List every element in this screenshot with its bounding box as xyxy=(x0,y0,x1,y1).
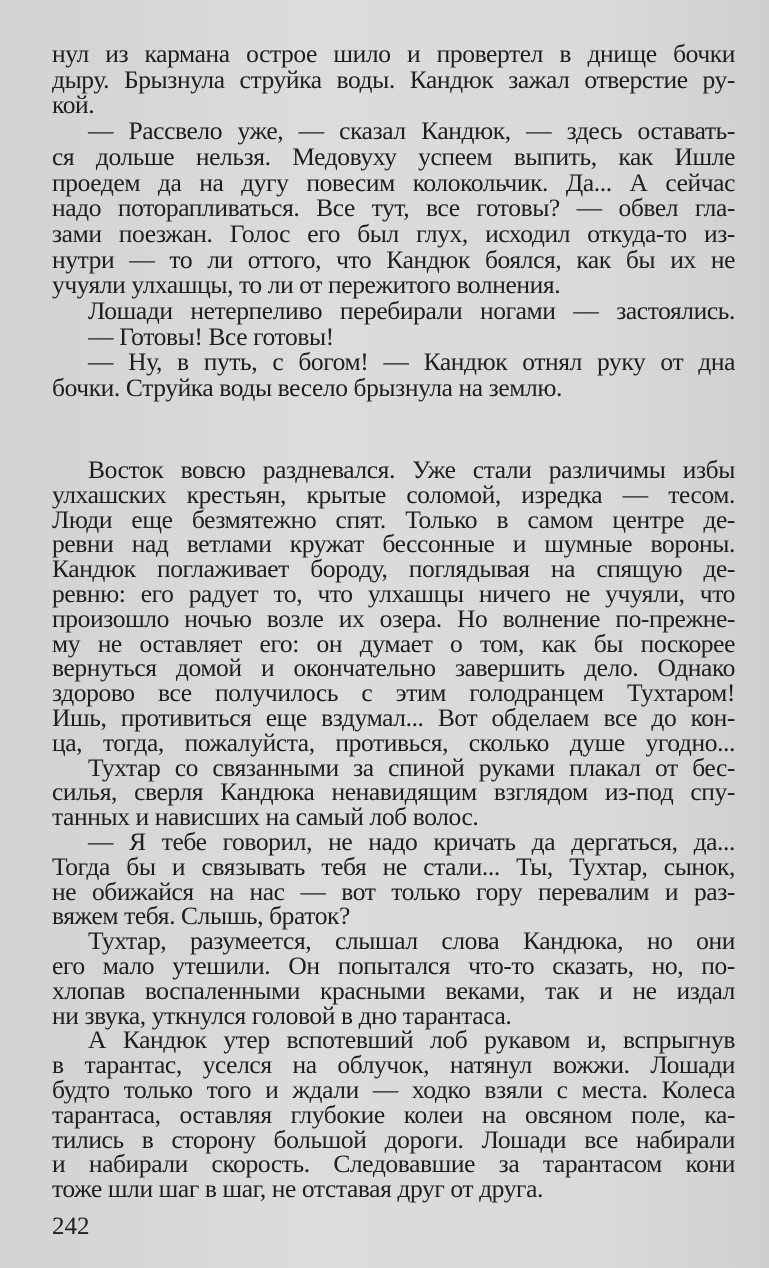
text-line: ревню: его радует то, что улхашцы ничего не учуяли, что xyxy=(52,579,735,608)
text-line: вяжем тебя. Слышь, браток? xyxy=(52,901,350,931)
text-line: — Ну, в путь, с богом! — Кандюк отнял руку от дна xyxy=(88,347,735,377)
text-line: надо поторапливаться. Все тут, все готовы? — обвел гла- xyxy=(52,193,735,223)
text-line: зами поезжан. Голос его был глух, исходил откуда-то из- xyxy=(52,218,735,248)
text-line: ни звука, уткнулся головой в дно тарантаса. xyxy=(52,1000,512,1030)
text-line: тоже шли шаг в шаг, не отставая друг от друга. xyxy=(52,1174,543,1204)
text-line: проедем да на дугу повесим колокольчик. Да... А сейчас xyxy=(52,167,735,197)
text-line: нутри — то ли оттого, что Кандюк боялся, как бы их не xyxy=(52,244,735,274)
text-line: Кандюк поглаживает бороду, поглядывая на спящую де- xyxy=(52,554,735,584)
text-line: учуяли улхашцы, то ли от пережитого волнения. xyxy=(52,270,561,300)
text-line: ца, тогда, пожалуйста, противься, сколько душе угодно... xyxy=(52,727,735,757)
text-line: тарантаса, оставляя глубокие колеи на овсяном поле, ка- xyxy=(52,1099,735,1129)
text-line: кой. xyxy=(52,90,95,120)
text-line: и набирали скорость. Следовавшие за тарантасом кони xyxy=(52,1149,735,1179)
text-line: здорово все получилось с этим голодранцем Тухтаром! xyxy=(52,678,735,708)
text-line: тились в сторону большой дороги. Лошади все набирали xyxy=(52,1124,735,1154)
text-line: нул из кармана острое шило и провертел в днище бочки xyxy=(52,39,735,68)
text-line: Лошади нетерпеливо перебирали ногами — застоялись. xyxy=(88,296,735,325)
text-line: ревни над ветлами кружат бессонные и шумные вороны. xyxy=(52,529,735,559)
text-line: произошло ночью возле их озера. Но волнение по-прежне- xyxy=(52,603,735,633)
text-line: — Рассвело уже, — сказал Кандюк, — здесь оставать- xyxy=(88,116,735,146)
text-line: его мало утешили. Он попытался что-то сказать, но, по- xyxy=(52,951,735,980)
text-line: хлопав воспаленными красными веками, так и не издал xyxy=(52,975,735,1005)
text-line: будто только того и ждали — ходко взяли с места. Колеса xyxy=(52,1075,735,1104)
text-line: Восток вовсю раздневался. Уже стали различимы избы xyxy=(88,455,735,484)
text-line: вернуться домой и окончательно завершить дело. Однако xyxy=(52,653,735,683)
text-line: — Готовы! Все готовы! xyxy=(88,321,334,351)
text-line: в тарантас, уселся на облучок, натянул вожжи. Лошади xyxy=(52,1050,735,1080)
text-line: Тухтар, разумеется, слышал слова Кандюка, но они xyxy=(88,926,735,956)
text-line: му не оставляет его: он думает о том, как бы поскорее xyxy=(52,628,735,658)
text-line: Тухтар со связанными за спиной руками плакал от бес- xyxy=(88,752,735,782)
text-line: А Кандюк утер вспотевший лоб рукавом и, вспрыгнув xyxy=(88,1025,735,1055)
text-line: — Я тебе говорил, не надо кричать да дергаться, да... xyxy=(88,827,735,856)
text-line: танных и нависших на самый лоб волос. xyxy=(52,802,479,832)
text-line: улхашских крестьян, крытые соломой, изредка — тесом. xyxy=(52,479,735,509)
text-line: ся дольше нельзя. Медовуху успеем выпить, как Ишле xyxy=(52,141,735,171)
text-line: дыру. Брызнула струйка воды. Кандюк зажал отверстие ру- xyxy=(52,64,735,94)
text-line: Люди еще безмятежно спят. Только в самом центре де- xyxy=(52,504,735,534)
text-line: Тогда бы и связывать тебя не стали... Ты, Тухтар, сынок, xyxy=(52,851,735,881)
text-line: Ишь, противиться еще вздумал... Вот обделаем все до кон- xyxy=(52,703,735,732)
page-number: 242 xyxy=(52,1213,90,1240)
text-line: силья, сверля Кандюка ненавидящим взглядом из-под спу- xyxy=(52,777,735,807)
text-line: не обижайся на нас — вот только гору перевалим и раз- xyxy=(52,876,735,906)
text-line: бочки. Струйка воды весело брызнула на землю. xyxy=(52,373,562,403)
